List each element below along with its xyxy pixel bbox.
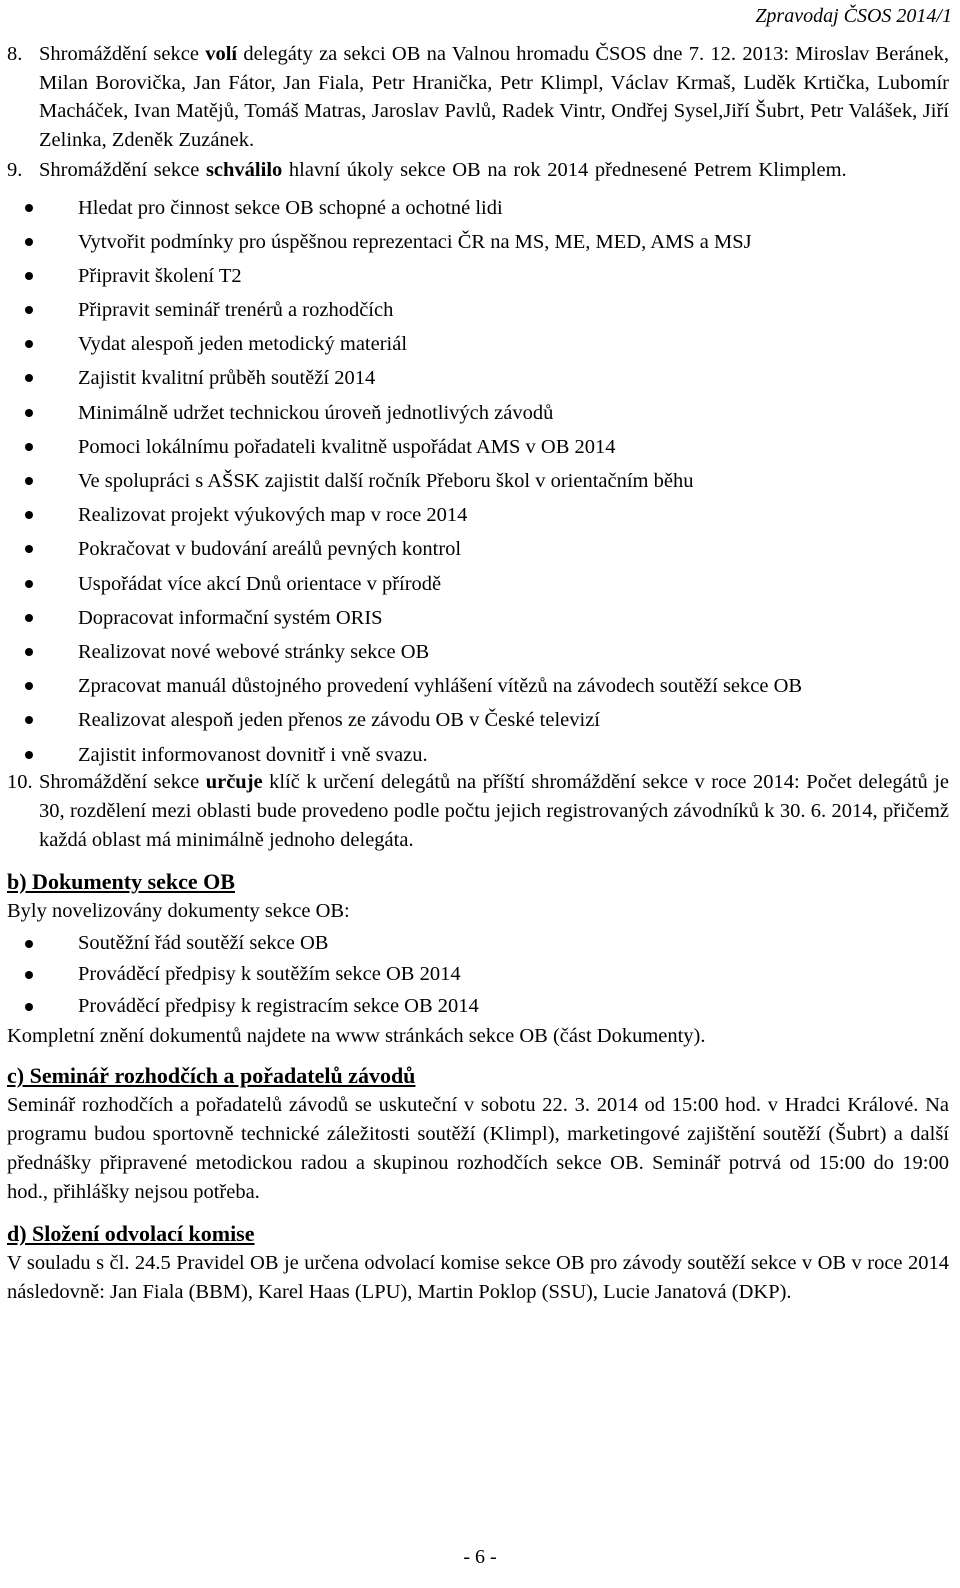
- section-heading-appeals-committee: d) Složení odvolací komise: [7, 1221, 255, 1247]
- appeals-committee-text: V souladu s čl. 24.5 Pravidel OB je určena odvolací komise sekce OB pro závody soutěží sekce v OB v roce 2014 následovně: Jan Fiala (BBM), Karel Haas (LPU), Martin Poklop (SSU), Lucie Janatová (DKP).: [7, 1252, 949, 1304]
- item-text-post: delegáty za sekci OB na Valnou hromadu ČSOS dne 7. 12. 2013: Miroslav Beránek, Milan Borovička, Jan Fátor, Jan Fiala, Petr Hranička, Petr Klimpl, Václav Krmaš, Luděk Krtička, Lubomír Macháček, Ivan Matějů, Tomáš Matras, Jaroslav Pavlů, Radek Vintr, Ondřej Sysel,Jiří Šubrt, Petr Valášek, Jiří Zelinka, Zdeněk Zuzánek.: [39, 43, 949, 151]
- task-item: Hledat pro činnost sekce OB schopné a ochotné lidi: [7, 191, 949, 225]
- task-item: Uspořádat více akcí Dnů orientace v přírodě: [7, 567, 949, 601]
- task-item: Realizovat alespoň jeden přenos ze závodu OB v České televizí: [7, 703, 949, 737]
- document-item: Prováděcí předpisy k soutěžím sekce OB 2014: [7, 959, 949, 991]
- seminar-text: Seminář rozhodčích a pořadatelů závodů se uskuteční v sobotu 22. 3. 2014 od 15:00 hod. v Hradci Králové. Na programu budou sportovně technické záležitosti soutěží (Klimpl), marketingové zajištění soutěží (Šubrt) a další přednášky připravené metodickou radou a skupinou rozhodčích sekce OB. Seminář potrvá od 15:00 do 19:00 hod., přihlášky nejsou potřeba.: [7, 1094, 949, 1204]
- task-item: Pokračovat v budování areálů pevných kontrol: [7, 532, 949, 566]
- section-heading-documents: b) Dokumenty sekce OB: [7, 868, 235, 894]
- resolution-item-10: [7, 768, 949, 855]
- item-text-pre: Shromáždění sekce: [39, 43, 206, 65]
- resolution-item-9: [7, 156, 949, 185]
- item-text-pre: Shromáždění sekce: [39, 770, 206, 793]
- task-item: Minimálně udržet technickou úroveň jednotlivých závodů: [7, 396, 949, 430]
- task-item: Připravit školení T2: [7, 259, 949, 293]
- tasks-list: [7, 191, 949, 772]
- task-item: Zajistit kvalitní průběh soutěží 2014: [7, 361, 949, 395]
- task-item: Vydat alespoň jeden metodický materiál: [7, 327, 949, 361]
- running-header: Zpravodaj ČSOS 2014/1: [755, 5, 952, 27]
- item-text: [39, 768, 949, 855]
- task-item: Ve spolupráci s AŠSK zajistit další ročník Přeboru škol v orientačním běhu: [7, 464, 949, 498]
- task-item: Dopracovat informační systém ORIS: [7, 601, 949, 635]
- document-item: Soutěžní řád soutěží sekce OB: [7, 928, 949, 960]
- task-item: Realizovat nové webové stránky sekce OB: [7, 635, 949, 669]
- item-number: 8.: [7, 43, 23, 65]
- resolution-item-8: [7, 40, 949, 154]
- item-keyword: schválilo: [205, 159, 283, 181]
- task-item: Zpracovat manuál důstojného provedení vyhlášení vítězů na závodech soutěží sekce OB: [7, 669, 949, 703]
- item-keyword: určuje: [205, 770, 263, 793]
- section-heading-seminar: c) Seminář rozhodčích a pořadatelů závodů: [7, 1063, 416, 1089]
- task-item: Pomoci lokálnímu pořadateli kvalitně uspořádat AMS v OB 2014: [7, 430, 949, 464]
- documents-list: [7, 928, 949, 1023]
- document-item: Prováděcí předpisy k registracím sekce OB 2014: [7, 991, 949, 1023]
- page-content: [7, 40, 949, 1307]
- item-text: [39, 156, 949, 185]
- documents-intro: Byly novelizovány dokumenty sekce OB:: [7, 899, 350, 922]
- page-number: - 6 -: [463, 1546, 497, 1568]
- item-text-post: hlavní úkoly sekce OB na rok 2014 přednesené Petrem Klimplem.: [282, 159, 847, 181]
- documents-outro: Kompletní znění dokumentů najdete na www stránkách sekce OB (část Dokumenty).: [7, 1025, 706, 1048]
- item-text: [39, 40, 949, 154]
- item-number: 9.: [7, 159, 23, 181]
- item-keyword: volí: [205, 43, 238, 65]
- task-item: Vytvořit podmínky pro úspěšnou reprezentaci ČR na MS, ME, MED, AMS a MSJ: [7, 225, 949, 259]
- task-item: Zajistit informovanost dovnitř i vně svazu.: [7, 738, 949, 772]
- item-text-post: klíč k určení delegátů na příští shromáždění sekce v roce 2014: Počet delegátů je 30, rozdělení mezi oblasti bude provedeno podle počtu jejich registrovaných závodníků k 30. 6. 2014, přičemž každá oblast má minimálně jednoho delegáta.: [39, 770, 949, 851]
- task-item: Připravit seminář trenérů a rozhodčích: [7, 293, 949, 327]
- task-item: Realizovat projekt výukových map v roce 2014: [7, 498, 949, 532]
- item-text-pre: Shromáždění sekce: [39, 159, 206, 181]
- item-number: 10.: [7, 770, 33, 793]
